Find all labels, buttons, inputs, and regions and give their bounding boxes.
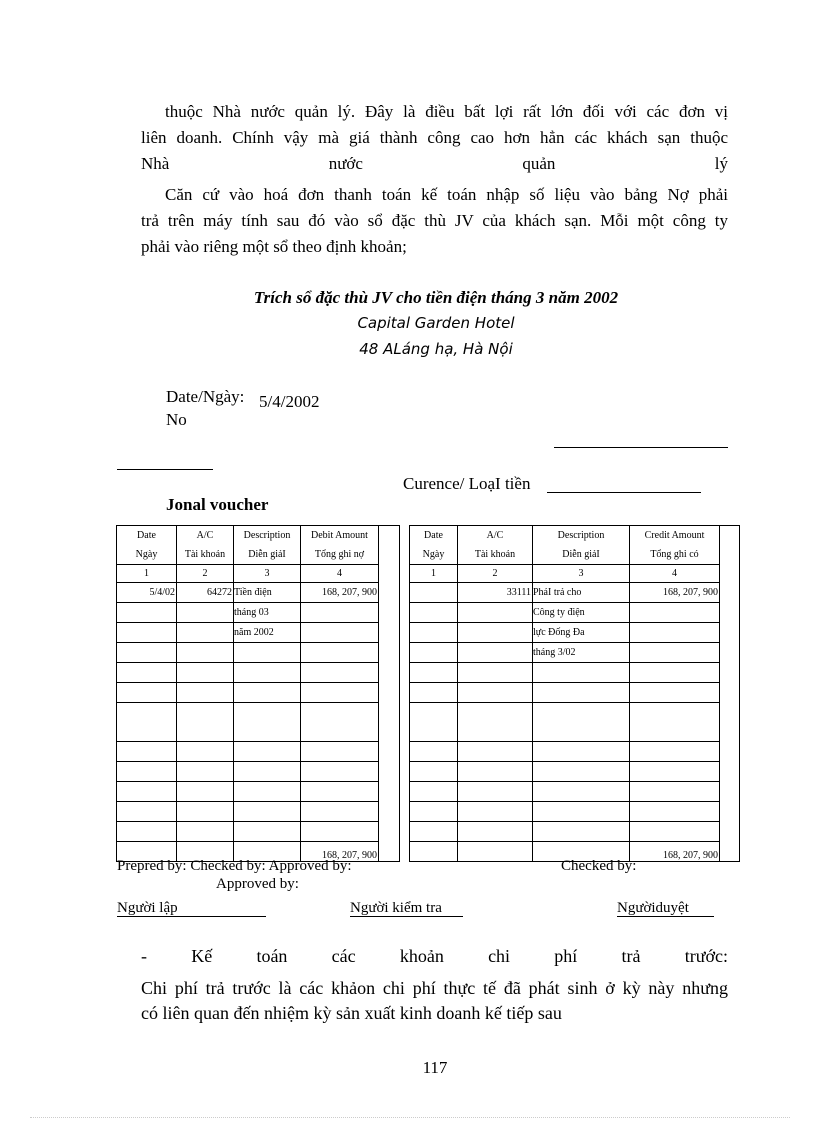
hotel-address: 48 ALáng hạ, Hà Nội — [359, 340, 513, 358]
credit-col-number: 1 — [410, 565, 458, 583]
intro-line-1: thuộc Nhà nước quản lý. Đây là điều bất lợi rất lớn đối với các đơn vị — [165, 102, 728, 121]
table-row — [117, 683, 400, 703]
no-value-line — [554, 447, 728, 448]
date-value: 5/4/2002 — [259, 392, 320, 411]
debit-cell-date: 5/4/02 — [117, 583, 177, 603]
table-row — [117, 703, 400, 742]
table-row — [117, 782, 400, 802]
closing-bullet-line: - Kế toán các khoản chi phí trả trước: — [141, 946, 728, 966]
debit-total: 168, 207, 900 — [301, 842, 379, 862]
debit-col-number: 3 — [234, 565, 301, 583]
table-row — [117, 623, 400, 643]
debit-header-ac-vi: Tài khoản — [177, 545, 234, 565]
debit-header-amount: Debit Amount — [301, 526, 379, 546]
table-row — [410, 603, 740, 623]
debit-col-number: 1 — [117, 565, 177, 583]
table-row — [410, 623, 740, 643]
currency-label: Curence/ LoạI tiền — [403, 474, 531, 493]
intro-line-2: liên doanh. Chính vậy mà giá thành công cao hơn hẳn các khách sạn thuộc — [141, 128, 728, 147]
table-row — [117, 583, 400, 603]
credit-cell-desc: tháng 3/02 — [533, 643, 630, 663]
table-row — [410, 643, 740, 663]
debit-spare-column — [379, 526, 400, 862]
credit-header-date: Date — [410, 526, 458, 546]
table-row — [410, 703, 740, 742]
signature-roles-right: Checked by: — [561, 858, 637, 874]
credit-cell-ac: 33111 — [458, 583, 533, 603]
credit-col-number: 4 — [630, 565, 720, 583]
debit-cell-desc: Tiền điện — [234, 583, 301, 603]
voucher-label: Jonal voucher — [166, 495, 269, 514]
credit-header-date-vi: Ngày — [410, 545, 458, 565]
para2-line-2: trả trên máy tính sau đó vào sổ đặc thù JV của khách sạn. Mỗi một công ty — [141, 211, 728, 230]
currency-value-line — [547, 492, 701, 493]
table-row — [410, 822, 740, 842]
credit-cell-desc: lực Đống Đa — [533, 623, 630, 643]
table-row — [117, 762, 400, 782]
page-number: 117 — [422, 1058, 448, 1077]
table-row — [117, 603, 400, 623]
credit-cell-amount: 168, 207, 900 — [630, 583, 720, 603]
credit-table — [409, 525, 740, 862]
credit-cell-desc: Công ty điện — [533, 603, 630, 623]
debit-header-date-vi: Ngày — [117, 545, 177, 565]
debit-col-number: 4 — [301, 565, 379, 583]
credit-total: 168, 207, 900 — [630, 842, 720, 862]
debit-cell-amount: 168, 207, 900 — [301, 583, 379, 603]
debit-header-desc-vi: Diễn giảI — [234, 545, 301, 565]
credit-col-number: 2 — [458, 565, 533, 583]
table-row — [117, 742, 400, 762]
table-row — [410, 583, 740, 603]
signature-prepared: Người lập — [117, 901, 266, 917]
signature-roles-left-2: Approved by: — [216, 876, 299, 892]
table-row — [410, 663, 740, 683]
signature-approved: Ngườiduyệt — [617, 901, 714, 917]
table-row — [410, 782, 740, 802]
credit-header-ac-vi: Tài khoản — [458, 545, 533, 565]
voucher-title: Trích sổ đặc thù JV cho tiền điện tháng 3 năm 2002 — [253, 288, 619, 307]
debit-cell-ac: 64272 — [177, 583, 234, 603]
closing-line-2: có liên quan đến nhiệm kỳ sản xuất kinh doanh kế tiếp sau — [141, 1003, 562, 1023]
para2-line-1: Căn cứ vào hoá đơn thanh toán kế toán nhập số liệu vào bảng Nợ phải — [165, 185, 728, 204]
signature-checked: Người kiểm tra — [350, 901, 463, 917]
table-row — [117, 822, 400, 842]
credit-header-amount-vi: Tổng ghi có — [630, 545, 720, 565]
table-row — [410, 683, 740, 703]
debit-header-amount-vi: Tổng ghi nợ — [301, 545, 379, 565]
credit-cell-desc: PhảI trả cho — [533, 583, 630, 603]
table-row — [410, 762, 740, 782]
credit-header-desc: Description — [533, 526, 630, 546]
para2-line-3: phải vào riêng một sổ theo định khoản; — [141, 237, 407, 256]
credit-spare-column — [720, 526, 740, 862]
table-row — [117, 643, 400, 663]
debit-cell-desc: năm 2002 — [234, 623, 301, 643]
table-row — [410, 802, 740, 822]
table-row — [410, 742, 740, 762]
intro-line-3: Nhà nước quản lý — [141, 154, 728, 173]
table-row — [117, 663, 400, 683]
credit-header-ac: A/C — [458, 526, 533, 546]
date-label: Date/Ngày: — [166, 387, 245, 406]
page-bottom-divider — [30, 1117, 790, 1118]
debit-header-ac: A/C — [177, 526, 234, 546]
signature-roles-left: Prepred by: Checked by: Approved by: — [117, 858, 352, 874]
closing-line-1: Chi phí trả trước là các khảon chi phí thực tế đã phát sinh ở kỳ này nhưng — [141, 978, 728, 998]
debit-table — [116, 525, 400, 862]
debit-header-desc: Description — [234, 526, 301, 546]
credit-header-desc-vi: Diễn giảI — [533, 545, 630, 565]
debit-cell-desc: tháng 03 — [234, 603, 301, 623]
no-label: No — [166, 410, 187, 429]
debit-col-number: 2 — [177, 565, 234, 583]
table-row — [117, 802, 400, 822]
no-continuation-line — [117, 469, 213, 470]
credit-col-number: 3 — [533, 565, 630, 583]
hotel-name: Capital Garden Hotel — [357, 314, 515, 332]
debit-header-date: Date — [117, 526, 177, 546]
credit-header-amount: Credit Amount — [630, 526, 720, 546]
